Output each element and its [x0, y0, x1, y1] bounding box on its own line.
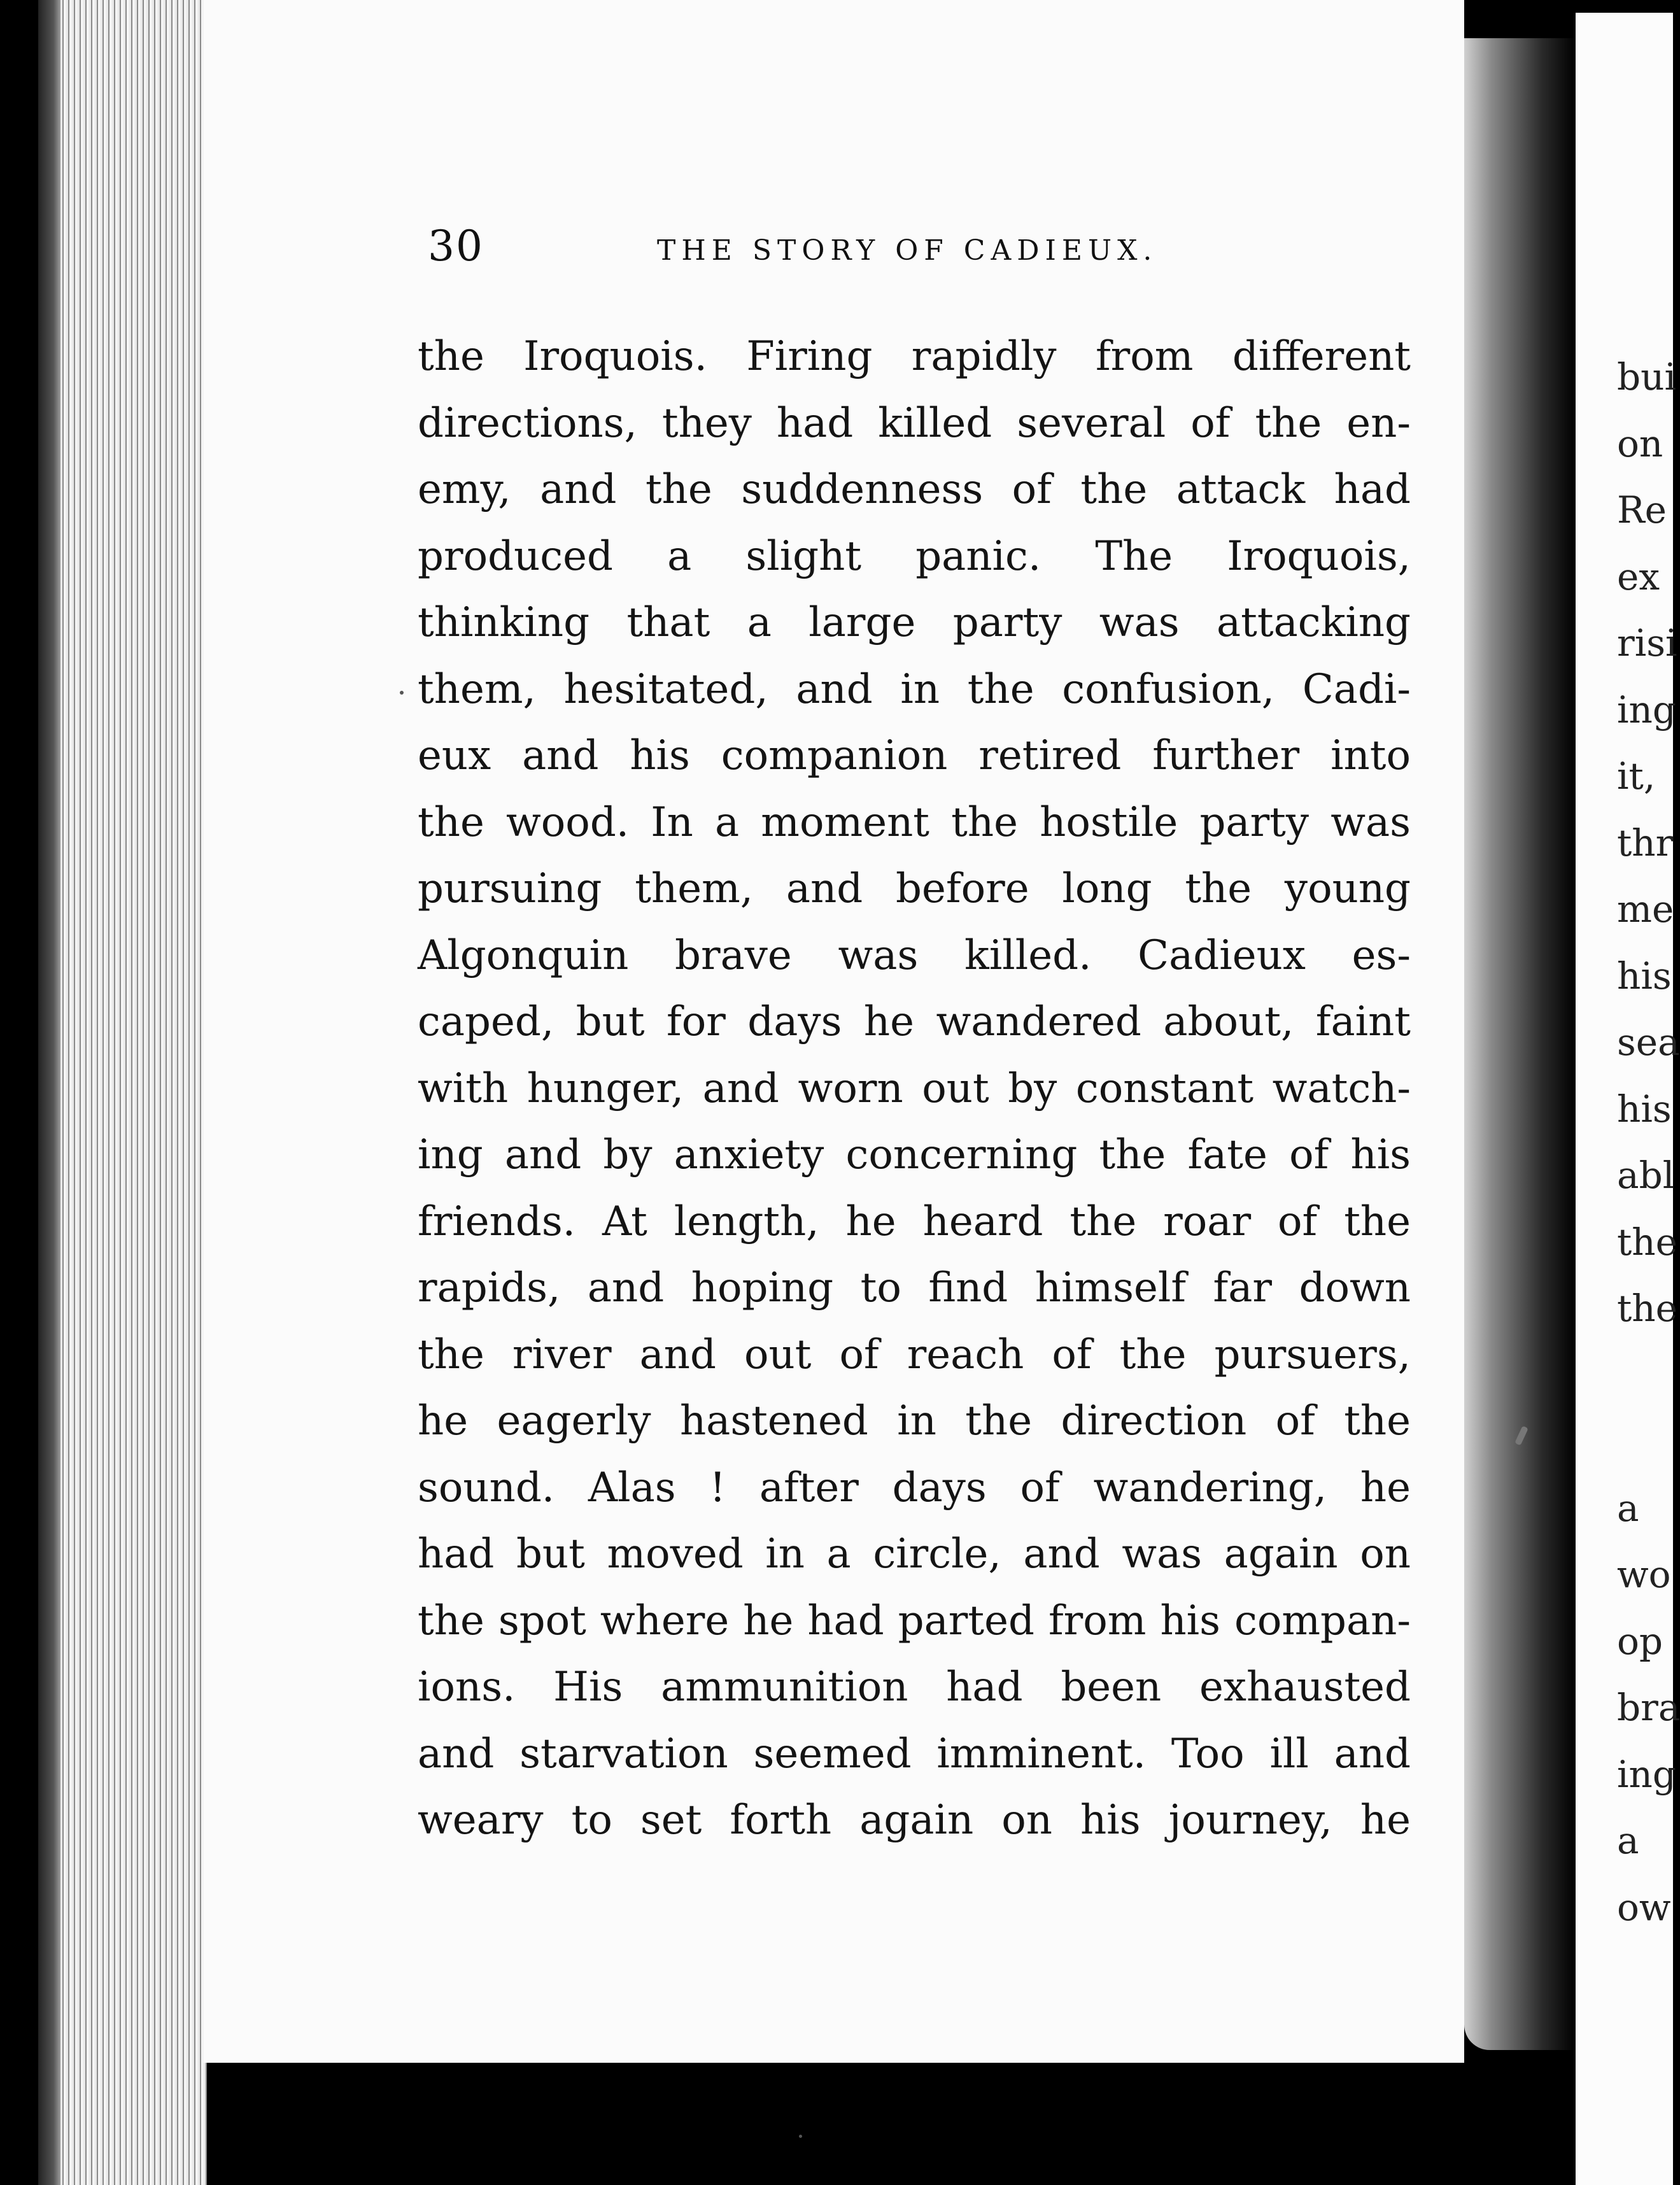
- facing-text-fragment: ex: [1617, 555, 1660, 598]
- paper-speck: [799, 2135, 802, 2138]
- text-line: thinking that a large party was attacking: [418, 599, 1411, 646]
- facing-text-fragment: risi: [1617, 621, 1677, 665]
- text-line: pursuing them, and before long the young: [418, 865, 1411, 912]
- facing-text-fragment: bra: [1617, 1686, 1680, 1729]
- facing-text-fragment: the: [1617, 1287, 1677, 1330]
- facing-page-top-shadow: [1499, 0, 1673, 13]
- page-edge-shadow: [38, 0, 64, 2185]
- book-gutter: [1464, 25, 1576, 2050]
- facing-text-fragment: the: [1617, 1220, 1677, 1264]
- page-edge-stack: [60, 0, 207, 2185]
- paper-speck: [400, 691, 404, 695]
- facing-text-fragment: it,: [1617, 754, 1656, 798]
- text-line: the river and out of reach of the pursuers,: [418, 1331, 1411, 1378]
- facing-text-fragment: ing: [1617, 1752, 1677, 1796]
- text-line: Algonquin brave was killed. Cadieux es-: [418, 931, 1411, 979]
- facing-text-fragment: a: [1617, 1486, 1639, 1530]
- text-line: them, hesitated, and in the confusion, Cadi-: [418, 665, 1411, 713]
- facing-text-fragment: abl: [1617, 1154, 1675, 1197]
- facing-text-fragment: op: [1617, 1619, 1663, 1663]
- facing-text-fragment: wo: [1617, 1553, 1671, 1596]
- facing-text-fragment: sea: [1617, 1021, 1680, 1064]
- text-line: the spot where he had parted from his compan-: [418, 1597, 1411, 1644]
- page-number: 30: [428, 222, 484, 271]
- text-line: produced a slight panic. The Iroquois,: [418, 532, 1411, 580]
- text-line: rapids, and hoping to find himself far down: [418, 1264, 1411, 1312]
- text-line: with hunger, and worn out by constant watch-: [418, 1064, 1411, 1112]
- running-title: THE STORY OF CADIEUX.: [657, 234, 1158, 267]
- text-line: the Iroquois. Firing rapidly from different: [418, 333, 1411, 380]
- text-line: and starvation seemed imminent. Too ill and: [418, 1730, 1411, 1778]
- text-line: he eagerly hastened in the direction of the: [418, 1397, 1411, 1445]
- facing-text-fragment: a: [1617, 1819, 1639, 1862]
- facing-text-fragment: his: [1617, 1087, 1672, 1131]
- facing-text-fragment: me: [1617, 887, 1674, 931]
- text-line: eux and his companion retired further into: [418, 732, 1411, 779]
- text-line: directions, they had killed several of the en-: [418, 399, 1411, 447]
- text-line: had but moved in a circle, and was again on: [418, 1531, 1411, 1578]
- text-line: ions. His ammunition had been exhausted: [418, 1664, 1411, 1711]
- text-line: emy, and the suddenness of the attack had: [418, 466, 1411, 513]
- text-line: friends. At length, he heard the roar of the: [418, 1198, 1411, 1245]
- facing-text-fragment: his: [1617, 954, 1672, 998]
- text-line: ing and by anxiety concerning the fate of his: [418, 1131, 1411, 1178]
- facing-text-fragment: ing: [1617, 688, 1677, 732]
- facing-text-fragment: ow: [1617, 1885, 1671, 1929]
- body-text: [418, 323, 1411, 1854]
- text-line: sound. Alas ! after days of wandering, he: [418, 1464, 1411, 1511]
- facing-text-fragment: Re: [1617, 488, 1667, 532]
- text-line: the wood. In a moment the hostile party was: [418, 798, 1411, 846]
- text-line: caped, but for days he wandered about, faint: [418, 998, 1411, 1045]
- facing-page-text: [1617, 344, 1680, 1941]
- facing-text-fragment: bui: [1617, 355, 1677, 399]
- text-line: weary to set forth again on his journey, he: [418, 1797, 1411, 1844]
- facing-text-fragment: on: [1617, 421, 1663, 465]
- facing-text-fragment: thr: [1617, 821, 1674, 865]
- paragraph-gap: [1617, 1342, 1674, 1475]
- page-header: [428, 222, 1211, 279]
